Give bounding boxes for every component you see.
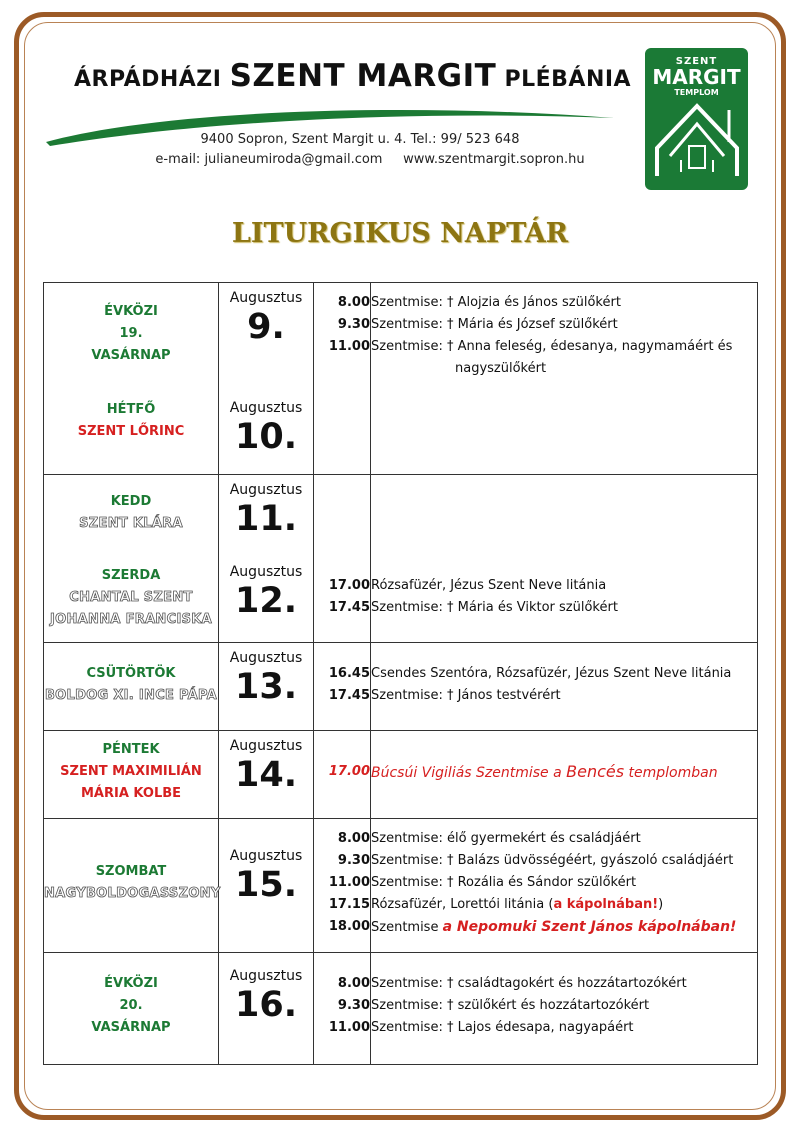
liturgical-calendar-table [43, 282, 758, 1065]
entry [371, 894, 757, 916]
day-label: HÉTFŐ [106, 402, 156, 417]
website-text[interactable]: www.szentmargit.sopron.hu [403, 152, 585, 167]
entry: Szentmise: † Alojzia és János szülőkért [371, 295, 621, 310]
entry: Szentmise: † szülőkért és hozzátartozókért [371, 998, 650, 1013]
day-label: PÉNTEK [102, 742, 160, 757]
entries-cell [371, 819, 758, 953]
time: 17.00 [328, 578, 370, 593]
entry: Szentmise: † Balázs üdvösségéért, gyászoló családjáért [371, 853, 734, 868]
time: 18.00 [328, 919, 370, 934]
time: 11.00 [328, 1020, 370, 1035]
feast-name: JOHANNA FRANCISKA [50, 612, 212, 627]
feast-name: SZENT KLÁRA [79, 516, 183, 531]
time: 9.30 [337, 317, 370, 332]
time: 16.45 [328, 666, 370, 681]
day-number: 10. [234, 417, 297, 457]
day-name-cell [44, 819, 219, 953]
feast-name: BOLDOG XI. INCE PÁPA [44, 688, 218, 703]
day-label: CSÜTÖRTÖK [86, 666, 176, 681]
time: 11.00 [328, 339, 370, 354]
entry: Csendes Szentóra, Rózsafüzér, Jézus Szent Neve litánia [371, 666, 732, 681]
table-row [44, 731, 758, 819]
title-prefix: ÁRPÁDHÁZI [74, 67, 230, 92]
month-label: Augusztus [229, 564, 303, 580]
entry-text: Rózsafüzér, Lorettói litánia ( [371, 897, 554, 912]
entry: Szentmise: † Rozália és Sándor szülőkért [371, 875, 637, 890]
day-number: 13. [234, 667, 297, 707]
entry: templomban [624, 765, 718, 781]
day-number: 11. [234, 499, 297, 539]
times-cell [314, 819, 371, 953]
month-label: Augusztus [229, 650, 303, 666]
month-label: Augusztus [229, 968, 303, 984]
day-name-cell [44, 731, 219, 819]
entries-cell [371, 475, 758, 643]
day-number: 12. [234, 581, 297, 621]
table-row [44, 475, 758, 643]
entry: Szentmise: † családtagokért és hozzátartozókért [371, 976, 687, 991]
parish-title [74, 58, 631, 94]
entry: Szentmise: † Lajos édesapa, nagyapáért [371, 1020, 634, 1035]
date-cell [219, 953, 314, 1065]
entry-text: Szentmise [371, 920, 443, 935]
times-cell [314, 475, 371, 643]
table-row [44, 283, 758, 475]
entry-emphasis: a Nepomuki Szent János kápolnában! [442, 919, 737, 935]
month-label: Augusztus [229, 290, 303, 306]
day-label: SZOMBAT [95, 864, 167, 879]
email-text[interactable]: e-mail: julianeumiroda@gmail.com [155, 152, 383, 167]
date-cell [219, 819, 314, 953]
day-number: 16. [234, 985, 297, 1025]
table-row [44, 643, 758, 731]
entries-cell [371, 283, 758, 475]
church-icon [645, 48, 748, 190]
date-cell [219, 643, 314, 731]
time: 17.45 [328, 688, 370, 703]
day-number: 9. [247, 307, 285, 347]
entries-cell [371, 643, 758, 731]
entry-text: ) [658, 897, 664, 912]
title-suffix: PLÉBÁNIA [496, 67, 632, 92]
times-cell [314, 731, 371, 819]
time: 11.00 [328, 875, 370, 890]
time: 17.45 [328, 600, 370, 615]
times-cell [314, 643, 371, 731]
address-line: 9400 Sopron, Szent Margit u. 4. Tel.: 99/ 523 648 [200, 132, 520, 147]
day-label: VASÁRNAP [91, 1020, 171, 1035]
entry: nagyszülőkért [455, 361, 547, 376]
day-name-cell [44, 475, 219, 643]
logo-text-3: TEMPLOM [674, 88, 719, 97]
entries-cell [371, 731, 758, 819]
day-label: 19. [119, 326, 143, 341]
day-label: KEDD [110, 494, 152, 509]
feast-name: CHANTAL SZENT [69, 590, 193, 605]
month-label: Augusztus [229, 848, 303, 864]
day-label: SZERDA [101, 568, 161, 583]
time: 17.00 [328, 764, 370, 779]
entry [371, 916, 757, 939]
month-label: Augusztus [229, 400, 303, 416]
feast-name: SZENT MAXIMILIÁN [60, 764, 202, 779]
time: 8.00 [337, 976, 370, 991]
table-row [44, 819, 758, 953]
times-cell [314, 953, 371, 1065]
day-name-cell [44, 953, 219, 1065]
entry: Szentmise: † Mária és Viktor szülőkért [371, 600, 618, 615]
entry: Rózsafüzér, Jézus Szent Neve litánia [371, 578, 607, 593]
feast-name: MÁRIA KOLBE [80, 786, 182, 801]
day-number: 15. [234, 865, 297, 905]
feast-name: NAGYBOLDOGASSZONY [44, 886, 221, 901]
title-main: SZENT MARGIT [229, 58, 497, 94]
time: 9.30 [337, 853, 370, 868]
entry: Szentmise: élő gyermekért és családjáért [371, 831, 641, 846]
logo-text-1: SZENT [675, 56, 718, 67]
feast-name: SZENT LŐRINC [77, 424, 185, 439]
entry: Szentmise: † János testvérért [371, 688, 561, 703]
time: 8.00 [337, 831, 370, 846]
calendar-heading: LITURGIKUS NAPTÁR [231, 218, 569, 249]
month-label: Augusztus [229, 482, 303, 498]
day-label: VASÁRNAP [91, 348, 171, 363]
contact-line [0, 152, 740, 167]
day-name-cell [44, 283, 219, 475]
day-label: ÉVKÖZI [104, 976, 158, 991]
date-cell [219, 731, 314, 819]
date-cell [219, 283, 314, 475]
entry-emphasis: a kápolnában! [553, 897, 659, 912]
church-logo [645, 48, 748, 190]
date-cell [219, 475, 314, 643]
day-label: ÉVKÖZI [104, 304, 158, 319]
entry-emphasis: Bencés [566, 762, 625, 781]
time: 17.15 [328, 897, 370, 912]
day-name-cell [44, 643, 219, 731]
time: 9.30 [337, 998, 370, 1013]
entries-cell [371, 953, 758, 1065]
entry: Búcsúi Vigiliás Szentmise a [371, 765, 567, 781]
entry: Szentmise: † Anna feleség, édesanya, nagymamáért és [371, 339, 733, 354]
logo-text-2: MARGIT [652, 65, 741, 89]
month-label: Augusztus [229, 738, 303, 754]
times-cell [314, 283, 371, 475]
entry: Szentmise: † Mária és József szülőkért [371, 317, 618, 332]
day-number: 14. [234, 755, 297, 795]
table-row [44, 953, 758, 1065]
day-label: 20. [119, 998, 143, 1013]
time: 8.00 [337, 295, 370, 310]
